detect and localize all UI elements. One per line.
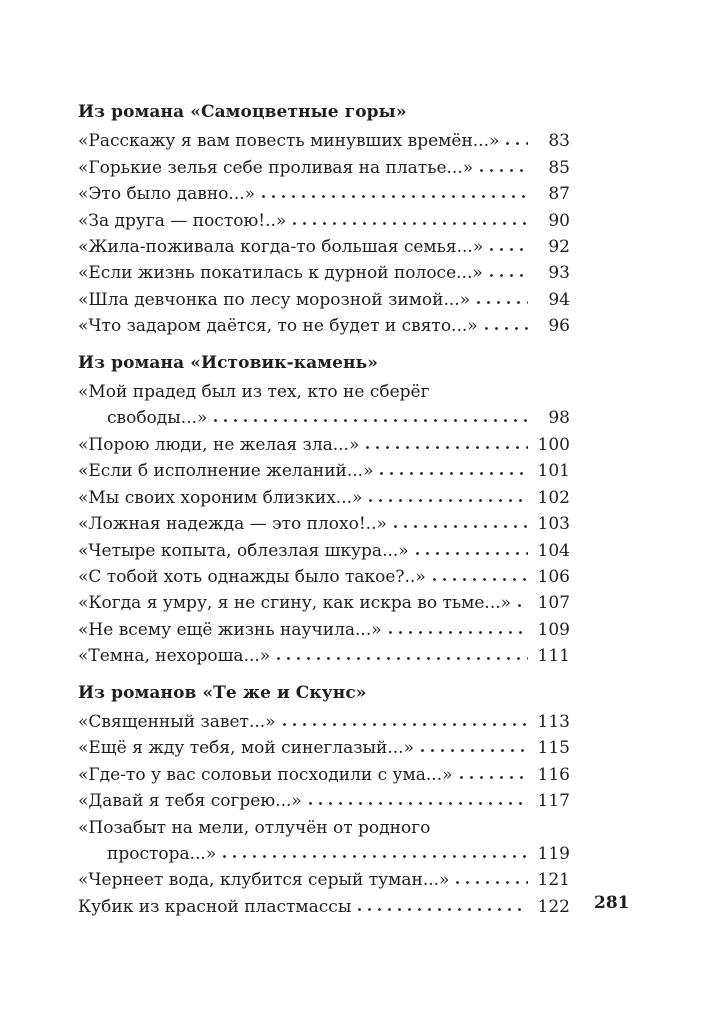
toc-entry: [78, 894, 570, 920]
toc-entry-title: «Не всему ещё жизнь научила...»: [78, 619, 382, 640]
dot-leader: [214, 406, 528, 423]
toc-entry-page: 83: [548, 131, 570, 152]
toc-entry: [78, 379, 570, 432]
toc-entry: [78, 260, 570, 286]
toc-entry: [78, 788, 570, 814]
dot-leader: [283, 710, 528, 727]
toc-entry-title: «Мы своих хороним близких...»: [78, 487, 363, 508]
toc-entry-page: 87: [548, 184, 570, 205]
toc-entry-page: 111: [537, 646, 570, 667]
toc-entry-title: «Что задаром даётся, то не будет и свято...»: [78, 316, 478, 337]
dot-leader: [293, 209, 528, 226]
dot-leader: [369, 486, 528, 503]
toc-entry: [78, 485, 570, 511]
toc-entry-title: «Порою люди, не желая зла...»: [78, 434, 360, 455]
toc-entry-title: «Четыре копыта, облезлая шкура...»: [78, 540, 409, 561]
toc-entry-title: «Если жизнь покатилась к дурной полосе...»: [78, 263, 483, 284]
toc-entry: [78, 538, 570, 564]
dot-leader: [366, 433, 528, 450]
page-number: 281: [594, 893, 630, 913]
toc-entry-page: 106: [537, 566, 570, 587]
toc-entry: [78, 617, 570, 643]
toc-entry-title: свободы...»: [107, 408, 208, 429]
toc-entry-page: 102: [537, 487, 570, 508]
toc-entry-page: 122: [537, 896, 570, 917]
toc-entry-page: 121: [537, 870, 570, 891]
toc-section: [78, 99, 570, 340]
toc-entry: [78, 643, 570, 669]
toc-entry-page: 115: [537, 738, 570, 759]
dot-leader: [490, 261, 528, 278]
dot-leader: [394, 512, 528, 529]
dot-leader: [433, 565, 528, 582]
toc-entry-page: 90: [548, 210, 570, 231]
dot-leader: [460, 763, 529, 780]
toc-entry-title: Кубик из красной пластмассы: [78, 896, 352, 917]
dot-leader: [477, 288, 528, 305]
dot-leader: [485, 314, 528, 331]
toc-entry: [78, 155, 570, 181]
toc-entry-title: «Расскажу я вам повесть минувших времён...»: [78, 131, 500, 152]
toc-entry-title: «Ещё я жду тебя, мой синеглазый...»: [78, 738, 414, 759]
section-heading: Из романа «Самоцветные горы»: [78, 102, 407, 122]
toc-entry: [78, 458, 570, 484]
dot-leader: [358, 895, 528, 912]
toc-entry: [78, 867, 570, 893]
toc-section: [78, 680, 570, 921]
toc-entry-page: 101: [537, 461, 570, 482]
toc-entry-title: «Шла девчонка по лесу морозной зимой...»: [78, 289, 471, 310]
dot-leader: [480, 156, 528, 173]
toc-entry: [78, 511, 570, 537]
dot-leader: [421, 736, 528, 753]
toc-entry-title: «Давай я тебя согрею...»: [78, 791, 302, 812]
toc-entry-title: «Священный завет...»: [78, 711, 276, 732]
toc-entry-page: 85: [548, 157, 570, 178]
toc-entry: [78, 590, 570, 616]
dot-leader: [277, 644, 528, 661]
toc-entry-page: 103: [537, 514, 570, 535]
toc-entry-page: 119: [537, 843, 570, 864]
toc-entry-page: 92: [548, 237, 570, 258]
dot-leader: [389, 618, 528, 635]
toc-entry: [78, 432, 570, 458]
toc-entry-title: «Когда я умру, я не сгину, как искра во тьме...»: [78, 593, 512, 614]
toc-entry-page: 116: [537, 764, 570, 785]
dot-leader: [518, 591, 528, 608]
toc-entry-title: «С тобой хоть однажды было такое?..»: [78, 566, 426, 587]
toc-entry: [78, 128, 570, 154]
toc-entry: [78, 287, 570, 313]
dot-leader: [309, 789, 528, 806]
toc-entry-page: 94: [548, 289, 570, 310]
toc-entry: [78, 762, 570, 788]
toc-entry: [78, 709, 570, 735]
toc-entry-title: «Ложная надежда — это плохо!..»: [78, 514, 387, 535]
toc-entry-title: «Горькие зелья себе проливая на платье...»: [78, 157, 474, 178]
dot-leader: [490, 235, 528, 252]
section-heading: Из романов «Те же и Скунс»: [78, 682, 367, 703]
toc-entry-title: простора...»: [107, 843, 217, 864]
toc-entry: [78, 234, 570, 260]
dot-leader: [380, 459, 528, 476]
toc-entry-page: 96: [548, 316, 570, 337]
toc-entry-page: 113: [537, 711, 570, 732]
dot-leader: [416, 539, 528, 556]
toc-entry: [78, 181, 570, 207]
toc-entry: [78, 735, 570, 761]
toc-entry-page: 100: [537, 434, 570, 455]
toc-entry-title: «Чернеет вода, клубится серый туман...»: [78, 870, 450, 891]
toc-entry-page: 117: [537, 791, 570, 812]
dot-leader: [223, 842, 528, 859]
toc-entry-title: «Жила-поживала когда-то большая семья...»: [78, 237, 484, 258]
toc-entry-page: 93: [548, 263, 570, 284]
toc-entry-title: «Если б исполнение желаний...»: [78, 461, 374, 482]
toc-section: [78, 350, 570, 670]
toc-entry-title: «За друга — постою!..»: [78, 210, 287, 231]
toc-entry-title-line1: «Мой прадед был из тех, кто не сберёг: [78, 382, 430, 403]
toc-entry: [78, 815, 570, 868]
toc-entry-page: 104: [537, 540, 570, 561]
toc-page: [78, 99, 570, 920]
dot-leader: [262, 182, 528, 199]
section-heading: Из романа «Истовик-камень»: [78, 352, 378, 373]
toc-entry-page: 109: [537, 619, 570, 640]
toc-entry-title: «Где-то у вас соловьи посходили с ума...»: [78, 764, 453, 785]
toc-entry-page: 107: [537, 593, 571, 614]
dot-leader: [506, 129, 528, 146]
toc-entry-title: «Темна, нехороша...»: [78, 646, 271, 667]
toc-entry-page: 98: [548, 408, 570, 429]
toc-entry-title: «Это было давно...»: [78, 184, 256, 205]
dot-leader: [456, 868, 528, 885]
toc-entry-title-line1: «Позабыт на мели, отлучён от родного: [78, 817, 431, 838]
toc-entry: [78, 564, 570, 590]
toc-entry: [78, 208, 570, 234]
toc-entry: [78, 313, 570, 339]
